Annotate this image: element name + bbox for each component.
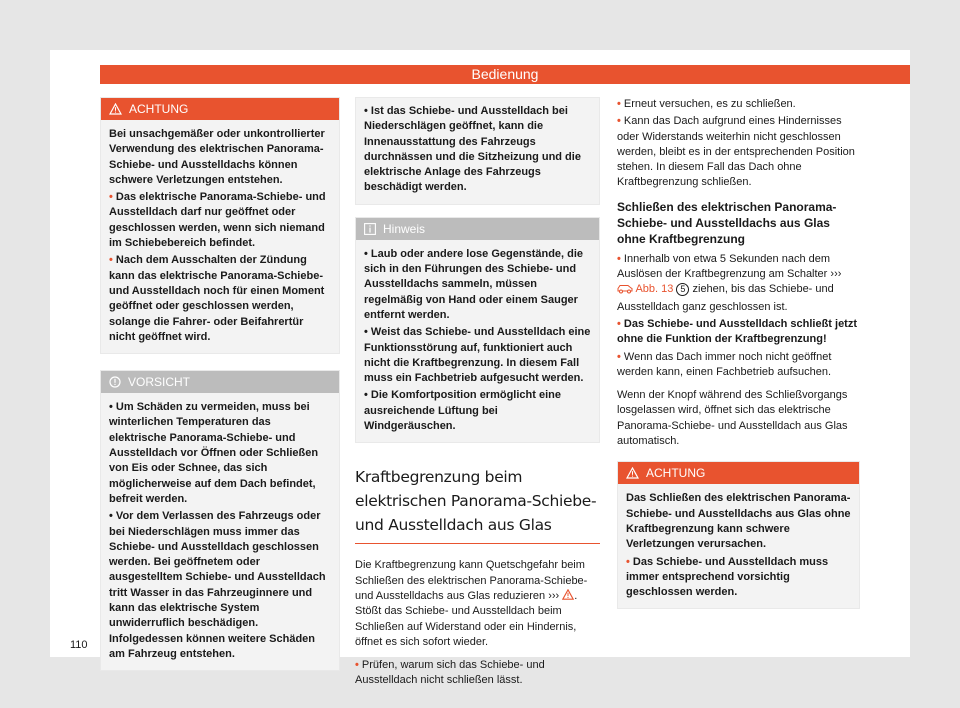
caution-item: • Vor dem Verlassen des Fahrzeugs oder bei Niederschlägen muss immer das Schiebe- und Ausstelldach geschlossen werden. Bei geöffnetem oder ausgestelltem Schiebe- und Ausstelldach tritt Wasser in das Fahrzeuginnere und kann das elektrische System unwiderruflich beschädigen. Infolgedessen können weitere Schäden am Fahrzeug entstehen. — [109, 510, 326, 660]
bullet-icon: • — [364, 326, 368, 339]
car-icon — [617, 283, 633, 299]
bullet-icon: • — [617, 317, 621, 330]
warning-item: • Nach dem Ausschalten der Zündung kann das elektrische Panorama-Schiebe- und Ausstelldach noch für einen Moment geöffnet oder geschlossen werden, solange die Fahrer- oder Beifahrertür nicht geöffnet wird. — [109, 254, 325, 343]
warning-item: • Das elektrische Panorama-Schiebe- und Ausstelldach darf nur geöffnet oder geschlossen werden, wenn sich niemand im Schiebebereich befindet. — [109, 191, 326, 250]
caution-continued-body — [356, 98, 599, 204]
list-item: • Das Schiebe- und Ausstelldach schließt jetzt ohne die Funktion der Kraftbegrenzung! — [617, 317, 858, 346]
arrows: ››› — [548, 589, 560, 602]
intro-paragraph: Die Kraftbegrenzung kann Quetschgefahr beim Schließen des elektrischen Panorama-Schiebe- und Ausstelldachs aus Glas reduzieren ››› . Stößt das Schiebe- und Ausstelldach beim Schließen auf Widerstand oder ein Hindernis, öffnet es sich sofort wieder. — [355, 559, 588, 648]
caution-box-continued — [355, 97, 600, 205]
info-icon — [364, 223, 376, 235]
chapter-header: Bedienung — [100, 65, 910, 84]
caution-box-header — [101, 371, 339, 393]
warning-box-2-body — [618, 484, 859, 608]
paragraph: Wenn der Knopf während des Schließvorgangs losgelassen wird, öffnet sich das elektrische Panorama-Schiebe- und Ausstelldach aus Glas automatisch. — [617, 389, 848, 448]
bullet-icon: • — [364, 105, 368, 117]
bullet-icon: • — [364, 247, 368, 260]
bullet-icon: • — [617, 252, 621, 265]
column-left — [70, 97, 340, 671]
section-title: Kraftbegrenzung beim elektrischen Panorama-Schiebe- und Ausstelldach aus Glas — [355, 465, 600, 544]
bullet-icon: • — [109, 191, 113, 204]
section-text — [355, 558, 600, 688]
arrows: ››› — [830, 268, 842, 281]
caution-circle-icon — [109, 376, 121, 388]
steps-text — [617, 97, 860, 191]
warning-box-2 — [617, 461, 860, 609]
list-item: • Erneut versuchen, es zu schließen. — [617, 98, 796, 110]
warning-triangle-icon — [109, 103, 122, 115]
figure-reference-link[interactable]: Abb. 13 — [635, 283, 674, 296]
caution-box-title: VORSICHT — [128, 375, 191, 390]
warning-ref-icon — [562, 590, 574, 602]
page-number: 110 — [70, 639, 88, 651]
bullet-icon: • — [617, 98, 621, 110]
caution-item: • Um Schäden zu vermeiden, muss bei winterlichen Temperaturen das elektrische Panorama-Schiebe- und Ausstelldach vor Öffnen oder Schließen von Eis oder Schnee, das sich möglicherweise auf dem Dach befindet, befreit werden. — [109, 401, 319, 505]
column-right — [617, 97, 860, 609]
warning-box-header — [101, 98, 339, 120]
bullet-icon: • — [617, 115, 621, 128]
note-item: • Weist das Schiebe- und Ausstelldach eine Funktionsstörung auf, funktioniert auch nicht die Kraftbegrenzung. In diesem Fall muss ein Fachbetrieb aufgesucht werden. — [364, 326, 591, 385]
warning-box-2-title: ACHTUNG — [646, 466, 706, 481]
note-box-title: Hinweis — [383, 221, 426, 236]
note-box-body — [356, 240, 599, 443]
callout-number: 5 — [676, 283, 689, 296]
warning-item: • Das Schiebe- und Ausstelldach muss immer entsprechend vorsichtig geschlossen werden. — [626, 555, 829, 599]
note-box — [355, 217, 600, 444]
list-item: • Kann das Dach aufgrund eines Hindernisses oder Widerstands weiterhin nicht geschlossen werden, bleibt es in der entsprechenden Position stehen. In diesem Fall das Dach ohne Kraftbegrenzung schließen. — [617, 115, 855, 189]
caution-box-body — [101, 393, 339, 670]
list-item: • Wenn das Dach immer noch nicht geöffnet werden kann, einen Fachbetrieb aufsuchen. — [617, 350, 832, 378]
bullet-icon: • — [109, 510, 113, 523]
warning-intro: Das Schließen des elektrischen Panorama-Schiebe- und Ausstelldachs aus Glas ohne Kraftbegrenzung kann schwere Verletzungen verursachen. — [626, 492, 851, 551]
manual-page — [50, 50, 910, 687]
bullet-icon: • — [109, 401, 113, 414]
bullet-icon: • — [617, 350, 621, 363]
note-item: • Die Komfortposition ermöglicht eine ausreichende Lüftung bei Windgeräuschen. — [364, 389, 561, 433]
steps-text-2 — [617, 252, 860, 450]
list-item: • Innerhalb von etwa 5 Sekunden nach dem Auslösen der Kraftbegrenzung am Schalter ››› Abb. 13 5 ziehen, bis das Schiebe- und Ausstelldach ganz geschlossen ist. — [617, 252, 842, 313]
warning-box — [100, 97, 340, 354]
bullet-icon: • — [355, 659, 359, 672]
note-item: • Laub oder andere lose Gegenstände, die sich in den Führungen des Schiebe- und Ausstelldachs sammeln, müssen regelmäßig von Hand oder einem Sauger entfernt werden. — [364, 247, 584, 321]
bullet-icon: • — [109, 254, 113, 267]
bullet-icon: • — [364, 389, 368, 402]
warning-box-title: ACHTUNG — [129, 102, 189, 116]
caution-box — [100, 370, 340, 671]
bullet-icon: • — [626, 555, 630, 568]
warning-box-body — [101, 120, 339, 353]
column-middle — [355, 97, 600, 689]
list-item: • Prüfen, warum sich das Schiebe- und Ausstelldach nicht schließen lässt. — [355, 659, 545, 687]
subheading: Schließen des elektrischen Panorama-Schiebe- und Ausstelldachs aus Glas ohne Kraftbegrenzung — [617, 199, 837, 246]
warning-box-2-header — [618, 462, 859, 484]
warning-triangle-icon — [626, 467, 639, 479]
warning-intro: Bei unsachgemäßer oder unkontrollierter Verwendung des elektrischen Panorama-Schiebe- und Ausstelldachs können schwere Verletzungen entstehen. — [109, 128, 325, 186]
note-box-header — [356, 218, 599, 240]
caution-item: • Ist das Schiebe- und Ausstelldach bei Niederschlägen geöffnet, kann die Innenausstattung des Fahrzeugs durchnässen und die Sitzheizung und die elektrische Anlage des Fahrzeugs beschädigt werden. — [364, 105, 581, 194]
